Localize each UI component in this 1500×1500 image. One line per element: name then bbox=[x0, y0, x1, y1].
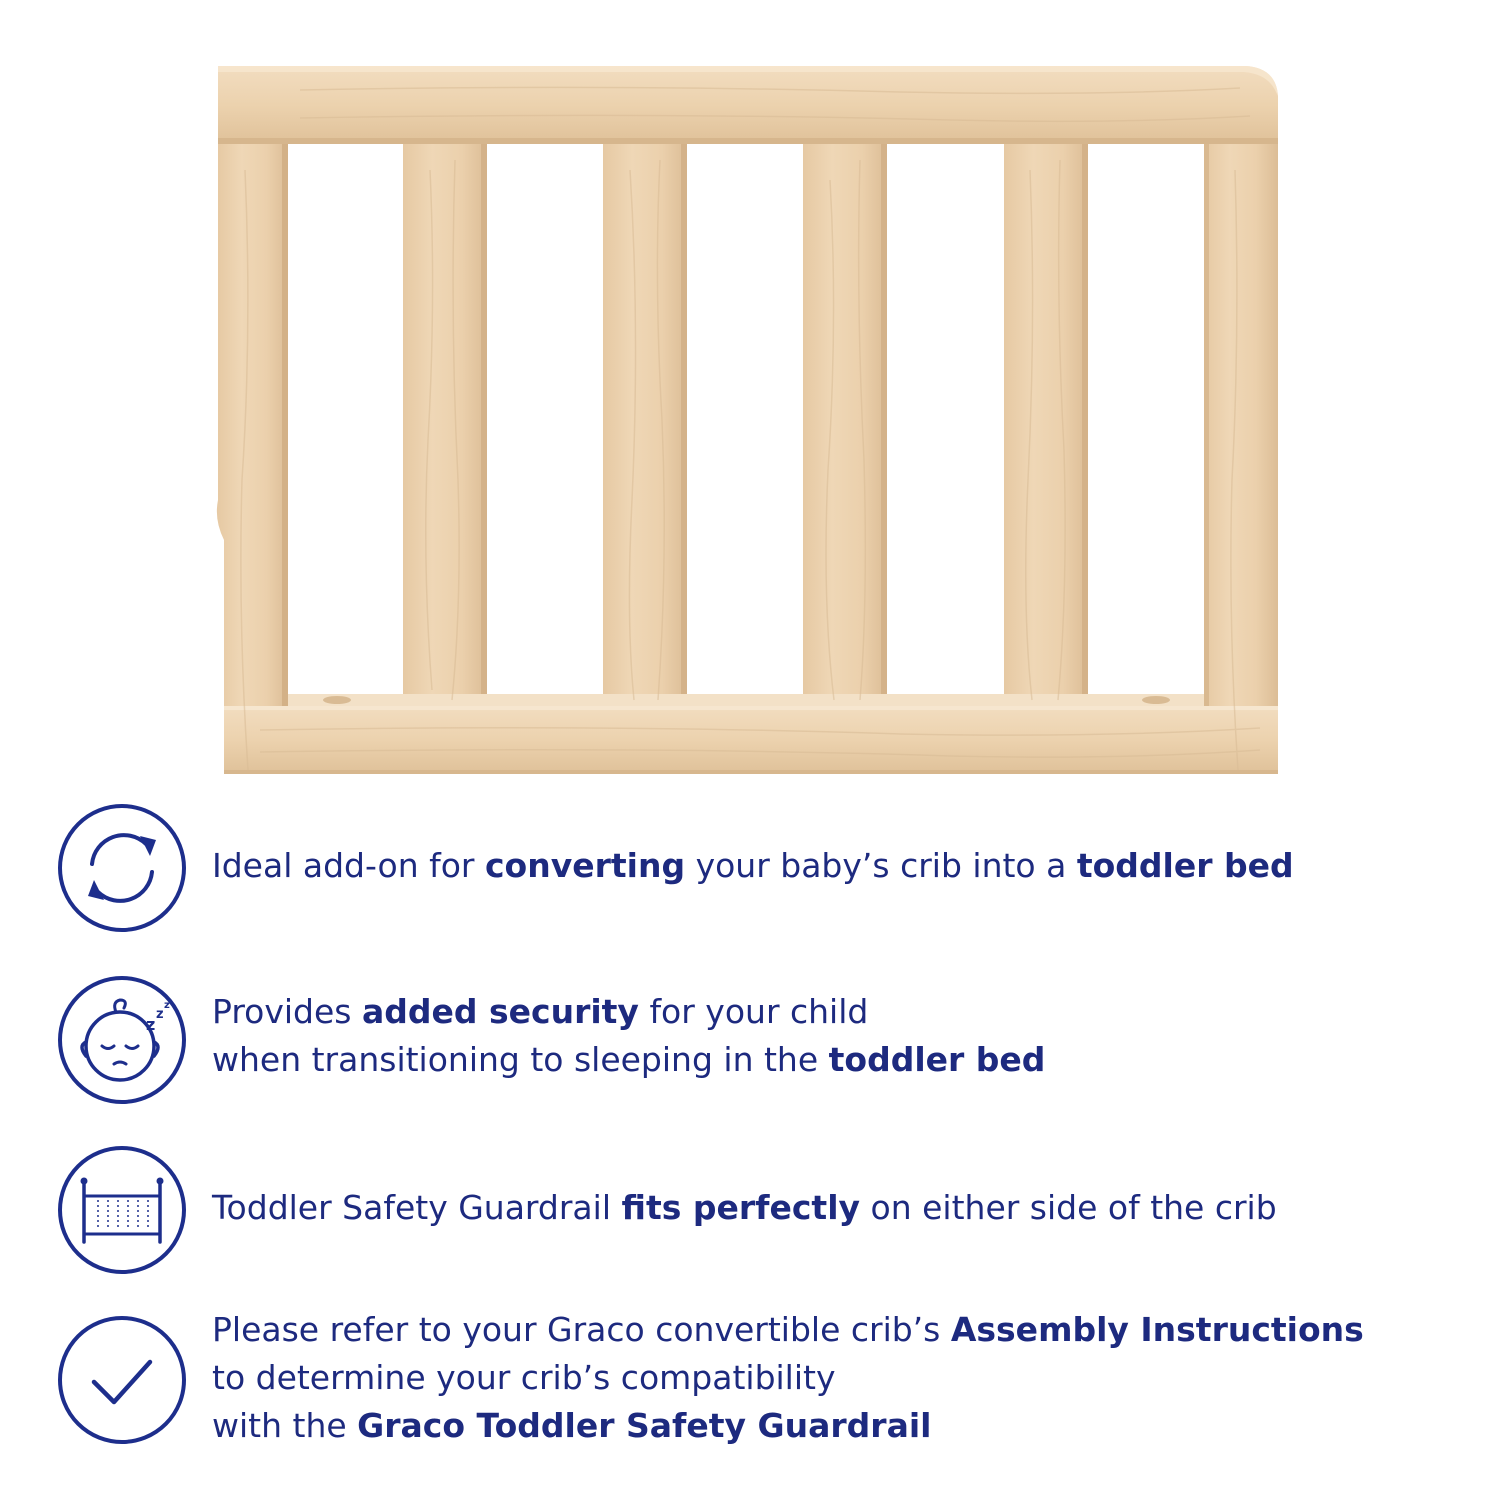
text-segment: for your child bbox=[638, 992, 869, 1031]
slat-4 bbox=[1004, 144, 1088, 704]
feature-text bbox=[212, 1306, 1364, 1450]
feature-text bbox=[212, 988, 1045, 1084]
slat-1 bbox=[403, 144, 487, 704]
text-segment: with the bbox=[212, 1406, 358, 1445]
feature-text bbox=[212, 842, 1294, 890]
bold-segment: toddler bed bbox=[828, 1040, 1046, 1079]
slats bbox=[403, 144, 1088, 704]
text-segment: Provides bbox=[212, 992, 362, 1031]
sleeping-baby-icon bbox=[54, 972, 190, 1108]
text-segment: Please refer to your Graco convertible crib’s bbox=[212, 1310, 951, 1349]
feature-line bbox=[212, 1306, 1364, 1354]
convert-cycle-icon bbox=[54, 800, 190, 936]
svg-text:z: z bbox=[164, 1000, 170, 1011]
text-segment: Toddler Safety Guardrail bbox=[212, 1188, 622, 1227]
text-segment: Ideal add-on for bbox=[212, 846, 485, 885]
bold-segment: Graco Toddler Safety Guardrail bbox=[357, 1406, 932, 1445]
feature-line bbox=[212, 1184, 1277, 1232]
feature-converting bbox=[0, 800, 1500, 936]
feature-line bbox=[212, 1354, 1364, 1402]
bold-segment: toddler bed bbox=[1076, 846, 1294, 885]
feature-line bbox=[212, 988, 1045, 1036]
bold-segment: added security bbox=[361, 992, 639, 1031]
top-rail bbox=[218, 66, 1278, 144]
text-segment: your baby’s crib into a bbox=[685, 846, 1077, 885]
checkmark-icon bbox=[54, 1312, 190, 1448]
left-post bbox=[217, 144, 288, 774]
bold-segment: converting bbox=[484, 846, 686, 885]
text-segment: to determine your crib’s compatibility bbox=[212, 1358, 836, 1397]
bold-segment: fits perfectly bbox=[621, 1188, 861, 1227]
feature-line bbox=[212, 842, 1294, 890]
svg-text:z: z bbox=[156, 1007, 164, 1022]
feature-fits bbox=[0, 1140, 1500, 1280]
text-segment: when transitioning to sleeping in the bbox=[212, 1040, 829, 1079]
slat-3 bbox=[803, 144, 887, 704]
slat-2 bbox=[603, 144, 687, 704]
feature-line bbox=[212, 1036, 1045, 1084]
feature-line bbox=[212, 1402, 1364, 1450]
feature-compatibility bbox=[0, 1304, 1500, 1454]
svg-text:z: z bbox=[146, 1015, 156, 1034]
text-segment: on either side of the crib bbox=[860, 1188, 1277, 1227]
crib-icon bbox=[54, 1142, 190, 1278]
wood-grain bbox=[241, 87, 1260, 770]
bold-segment: Assembly Instructions bbox=[950, 1310, 1364, 1349]
feature-security bbox=[0, 966, 1500, 1112]
right-post bbox=[1204, 144, 1278, 774]
feature-text bbox=[212, 1184, 1277, 1232]
